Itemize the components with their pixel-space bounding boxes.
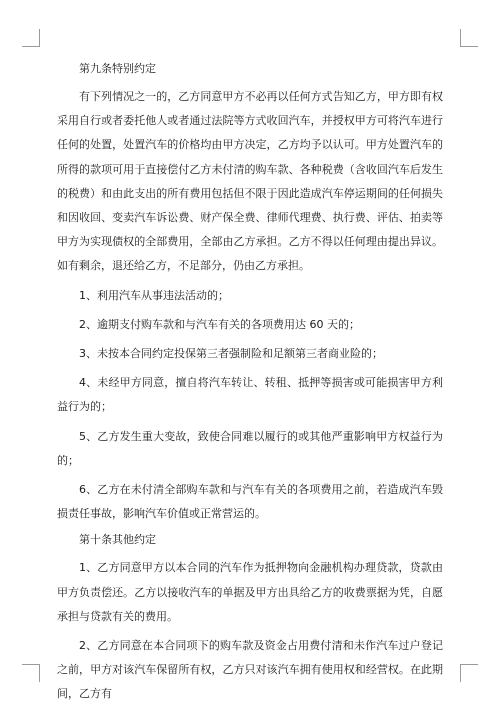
article-9-item-3: 3、未按本合同约定投保第三者强制险和足额第三者商业险的； xyxy=(79,347,383,361)
article-9-item-5: 5、乙方发生重大变故，致使合同难以履行的或其他严重影响甲方权益行为的； xyxy=(57,429,443,467)
article-9-intro-paragraph: 有下列情况之一的，乙方同意甲方不必再以任何方式告知乙方，甲方即有权采用自行或者委托他人或者通过法院等方式收回汽车，并授权甲方可将汽车进行任何的处置，处置汽车的价格均由甲方决定，乙方均予以认可。甲方处置汽车的所得的款项可用于直接偿付乙方未付清的购车款、各种税费（含收回汽车后发生的税费）和由此支出的所有费用包括但不限于因此造成汽车停运期间的任何损失和因收回、变卖汽车诉讼费、财产保全费、律师代理费、执行费、评估、拍卖等甲方为实现债权的全部费用，全部由乙方承担。乙方不得以任何理由提出异议。如有剩余，退还给乙方，不足部分，仍由乙方承担。 xyxy=(57,90,443,273)
crop-mark-top-left-v xyxy=(39,29,40,47)
crop-mark-top-left-h xyxy=(22,46,40,47)
article-10-heading: 第十条其他约定 xyxy=(79,533,156,547)
document-body xyxy=(57,60,443,710)
article-10-item-2: 2、乙方同意在本合同项下的购车款及资金占用费付清和未作汽车过户登记之前，甲方对该汽车保留所有权，乙方只对该汽车拥有使用权和经营权。在此期间，乙方有 xyxy=(57,639,443,701)
article-9-item-1: 1、利用汽车从事违法活动的； xyxy=(79,288,229,302)
crop-mark-bottom-right-v xyxy=(460,664,461,682)
article-9-heading: 第九条特别约定 xyxy=(79,62,156,75)
article-10-item-1: 1、乙方同意甲方以本合同的汽车作为抵押物向金融机构办理贷款，贷款由甲方负责偿还。乙方以接收汽车的单据及甲方出具给乙方的收费票据为凭，自愿承担与贷款有关的费用。 xyxy=(57,561,443,623)
article-9-item-6: 6、乙方在未付清全部购车款和与汽车有关的各项费用之前，若造成汽车毁损责任事故，影响汽车价值或正常营运的。 xyxy=(57,483,443,521)
crop-mark-top-right-v xyxy=(460,29,461,47)
article-9-item-2: 2、逾期支付购车款和与汽车有关的各项费用达 60 天的； xyxy=(79,317,360,331)
crop-mark-bottom-right-h xyxy=(460,664,478,665)
crop-mark-bottom-left-v xyxy=(39,664,40,682)
crop-mark-bottom-left-h xyxy=(22,664,40,665)
article-9-item-4: 4、未经甲方同意，擅自将汽车转让、转租、抵押等损害或可能损害甲方利益行为的； xyxy=(57,376,443,414)
crop-mark-top-right-h xyxy=(460,46,478,47)
